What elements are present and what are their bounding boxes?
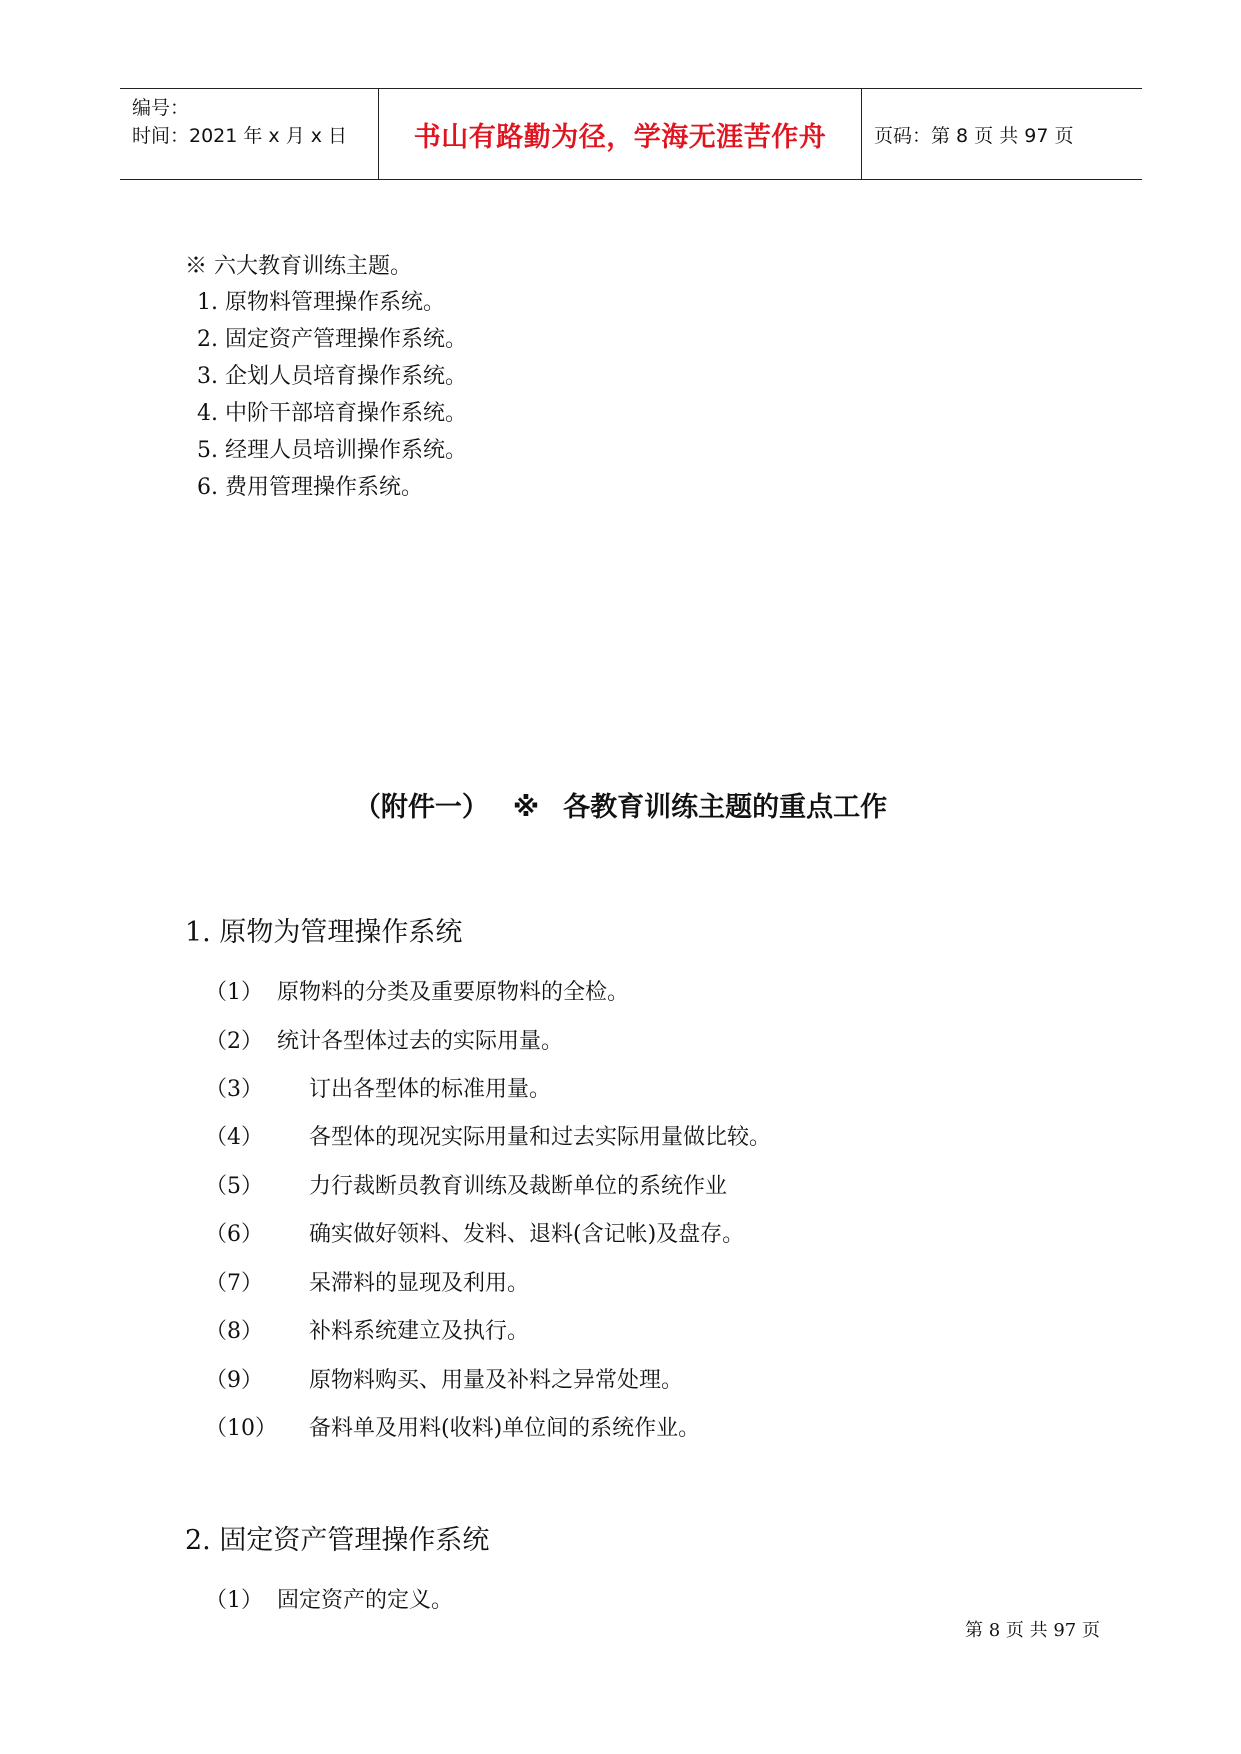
list-item-text: 统计各型体过去的实际用量。 <box>277 1029 564 1054</box>
list-item-index: （9） <box>205 1368 263 1393</box>
list-item-index: （1） <box>205 980 263 1005</box>
list-item-index: （3） <box>205 1077 263 1102</box>
attachment-title-label: （附件一） <box>353 792 489 823</box>
intro-heading: ※ 六大教育训练主题。 <box>185 254 412 279</box>
intro-item: 6. 费用管理操作系统。 <box>197 475 423 500</box>
list-item-index: （6） <box>205 1222 263 1247</box>
list-item-index: （1） <box>205 1588 263 1613</box>
list-item-text: 固定资产的定义。 <box>277 1588 454 1613</box>
list-item-text: 各型体的现况实际用量和过去实际用量做比较。 <box>309 1125 772 1150</box>
header-motto-cell <box>378 89 862 179</box>
list-item-index: （10） <box>205 1416 277 1441</box>
list-item-text: 力行裁断员教育训练及裁断单位的系统作业 <box>309 1174 728 1199</box>
header-page-info: 页码：第 8 页 共 97 页 <box>874 124 1074 147</box>
section-heading: 1. 原物为管理操作系统 <box>185 917 463 948</box>
list-item-index: （5） <box>205 1174 263 1199</box>
attachment-title <box>0 785 1241 824</box>
list-item-text: 原物料购买、用量及补料之异常处理。 <box>309 1368 684 1393</box>
list-item-index: （2） <box>205 1029 263 1054</box>
intro-item: 1. 原物料管理操作系统。 <box>197 290 445 315</box>
list-item-text: 备料单及用料(收料)单位间的系统作业。 <box>309 1416 701 1441</box>
intro-item: 3. 企划人员培育操作系统。 <box>197 364 467 389</box>
header-meta-cell <box>120 89 378 179</box>
header-page-cell <box>862 89 1142 179</box>
document-code-label: 编号： <box>132 97 190 119</box>
page-footer: 第 8 页 共 97 页 <box>965 1620 1100 1641</box>
reference-mark: ※ <box>512 792 540 823</box>
intro-item: 2. 固定资产管理操作系统。 <box>197 327 467 352</box>
document-header <box>120 88 1142 180</box>
list-item-index: （4） <box>205 1125 263 1150</box>
intro-item: 4. 中阶干部培育操作系统。 <box>197 401 467 426</box>
intro-item: 5. 经理人员培训操作系统。 <box>197 438 467 463</box>
list-item-index: （8） <box>205 1319 263 1344</box>
section-heading: 2. 固定资产管理操作系统 <box>185 1525 490 1556</box>
list-item-text: 补料系统建立及执行。 <box>309 1319 530 1344</box>
list-item-text: 订出各型体的标准用量。 <box>309 1077 552 1102</box>
attachment-title-text: 各教育训练主题的重点工作 <box>563 792 888 823</box>
list-item-text: 原物料的分类及重要原物料的全检。 <box>277 980 630 1005</box>
list-item-index: （7） <box>205 1271 263 1296</box>
header-motto: 书山有路勤为径，学海无涯苦作舟 <box>413 121 827 153</box>
document-time-label: 时间：2021 年 x 月 x 日 <box>132 125 348 147</box>
list-item-text: 确实做好领料、发料、退料(含记帐)及盘存。 <box>309 1222 745 1247</box>
list-item-text: 呆滞料的显现及利用。 <box>309 1271 530 1296</box>
